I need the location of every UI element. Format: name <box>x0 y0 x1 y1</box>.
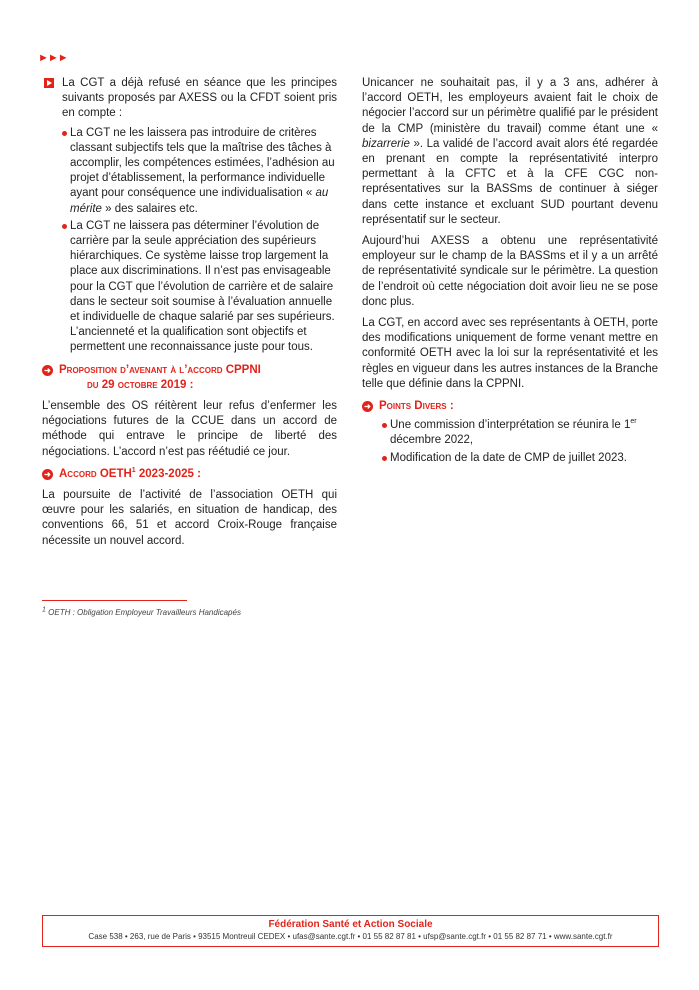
bullet-icon <box>382 423 387 428</box>
footer-org-name: Fédération Santé et Action Sociale <box>268 919 433 930</box>
cppni-paragraph: L’ensemble des OS réitèrent leur refus d’enfermer les négociations futures de la CCUE dans un accord de méthode qui entrave le principe de liberté des négociations. L’accord n’est pas réétudié ce jour. <box>42 400 337 458</box>
bullet-icon <box>62 224 67 229</box>
right-column <box>362 76 658 468</box>
bullet-icon <box>382 456 387 461</box>
intro-paragraph: La CGT a déjà refusé en séance que les principes suivants proposés par AXESS ou la CFDT soient pris en compte : <box>42 76 337 122</box>
unicancer-paragraph: Unicancer ne souhaitait pas, il y a 3 ans, adhérer à l’accord OETH, les employeurs avaient fait le choix de négocier l’accord sur un périmètre qualifié par le président de la CMP (ministère du travail) comme étant une « bizarrerie ». La validé de l’accord avait alors été regardée en prenant en compte la représentativité interpro permettant à la CFTC et à la CFE CGC non-représentatives sur la BASSms de continuer à siéger dans cette instance et excluant SUD pourtant devenu représentatif sur le secteur. <box>362 77 658 226</box>
cgt-oeth-paragraph: La CGT, en accord avec ses représentants à OETH, porte des modifications uniquement de forme venant mettre en conformité OETH avec la loi sur la représentativité et les règles en vigueur dans les autres instances de la Branche telle que définie dans la CPPNI. <box>362 317 658 390</box>
footer-address: Case 538 • 263, rue de Paris • 93515 Montreuil CEDEX • ufas@sante.cgt.fr • 01 55 82 87 81 • ufsp@sante.cgt.fr • 01 55 82 87 71 • www.sante.cgt.fr <box>88 932 613 941</box>
footnote: $^1$ OETH : Obligation Employeur Travailleurs Handicapés <box>42 606 241 617</box>
list-item: Une commission d’interprétation se réunira le 1er décembre 2022, <box>382 418 658 448</box>
arrow-circle-icon: ➜ <box>42 365 53 376</box>
arrow-circle-icon: ➜ <box>42 469 53 480</box>
footnote-divider <box>42 600 187 601</box>
list-item: La CGT ne les laissera pas introduire de critères classant subjectifs tels que la maîtrise des tâches à accomplir, les compétences estimées, l’adhésion au projet d’établissement, la performance individuelle ayant pour conséquence une individualisation « au mérite » des salaires etc. <box>62 126 337 217</box>
section-heading-oeth: ➜ Accord OETH$^1$ 2023-2025 : <box>42 467 337 482</box>
bullet-icon <box>62 131 67 136</box>
criteria-list <box>62 126 337 356</box>
list-item: Modification de la date de CMP de juillet 2023. <box>382 451 658 466</box>
play-icon <box>44 78 54 88</box>
points-divers-list <box>382 418 658 466</box>
section-heading-points-divers: ➜ Points Divers : <box>362 399 658 414</box>
section-heading-cppni: ➜ Proposition d’avenant à l’accord CPPNI du 29 octobre 2019 : <box>42 363 337 393</box>
axess-paragraph: Aujourd’hui AXESS a obtenu une représentativité employeur sur le champ de la BASSms et il y a un arrêté de représentativité syndicale sur le périmètre. La question de l’endroit où cette négociation doit avoir lieu ne se pose donc plus. <box>362 235 658 308</box>
left-column <box>42 76 337 549</box>
header-arrows: ►►► <box>38 52 68 64</box>
footer-box <box>42 915 659 947</box>
oeth-paragraph: La poursuite de l’activité de l’association OETH qui œuvre pour les salariés, en situation de handicap, des conventions 66, 51 et accord Croix-Rouge française nécessite un nouvel accord. <box>42 489 337 547</box>
arrow-circle-icon: ➜ <box>362 401 373 412</box>
list-item: La CGT ne laissera pas déterminer l’évolution de carrière par la seule appréciation des supérieurs hiérarchiques. Ce système laisse trop largement la place aux discriminations. Il n’est pas envisageable pour la CGT que l’évolution de carrière et de salaire dans le secteur soit soumise à l’évaluation annuelle et individuelle de chaque salarié par ses supérieurs. L’ancienneté et la qualification sont objectifs et permettent une reconnaissance juste pour tous. <box>62 219 337 356</box>
